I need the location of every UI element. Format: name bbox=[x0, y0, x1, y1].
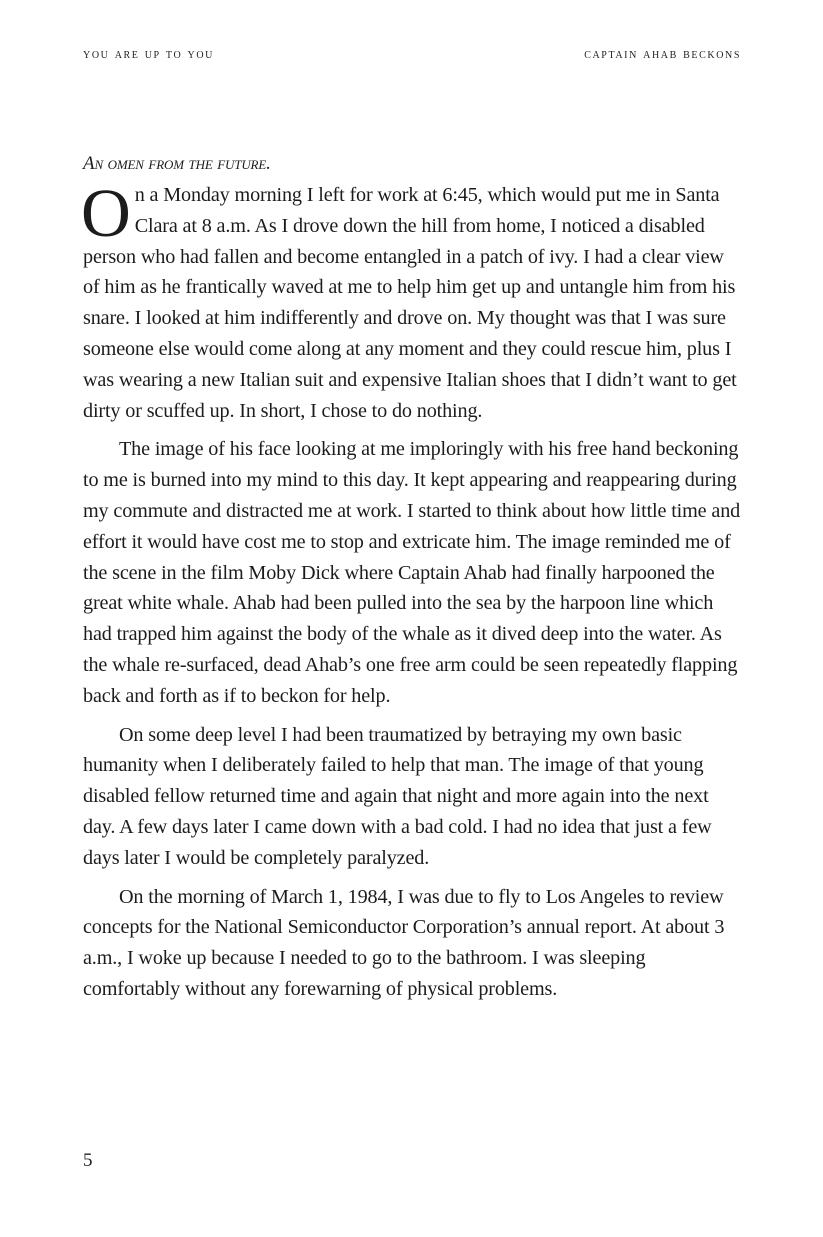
paragraph-4: On the morning of March 1, 1984, I was due to fly to Los Angeles to review concepts for the National Semiconductor Corporation’s annual report. At about 3 a.m., I woke up because I needed to go to the bathroom. I was sleeping comfortably without any forewarning of physical problems. bbox=[83, 885, 725, 1000]
paragraph-3: On some deep level I had been traumatized by betraying my own basic humanity when I deliberately failed to help that man. The image of that young disabled fellow returned time and again that night and more again into the next day. A few days later I came down with a bad cold. I had no idea that just a few days later I would be completely paralyzed. bbox=[83, 723, 712, 869]
section-lead: An omen from the future. bbox=[83, 153, 271, 174]
body-text bbox=[83, 150, 743, 1013]
drop-cap: O bbox=[81, 175, 131, 251]
page-number: 5 bbox=[83, 1150, 93, 1171]
running-head-chapter-title: captain ahab beckons bbox=[584, 46, 741, 62]
paragraph-1 bbox=[81, 175, 743, 426]
paragraph-1-text: n a Monday morning I left for work at 6:45, which would put me in Santa Clara at 8 a.m. As I drove down the hill from home, I noticed a disabled person who had fallen and become entangled in a patch of ivy. I had a clear view of him as he frantically waved at me to help him get up and untangle him from his snare. I looked at him indifferently and drove on. My thought was that I was sure someone else would come along at any moment and they could rescue him, plus I was wearing a new Italian suit and expensive Italian shoes that I didn’t want to get dirty or scuffed up. In short, I chose to do nothing. bbox=[83, 184, 737, 422]
running-head-book-title: you are up to you bbox=[83, 46, 214, 62]
paragraph-2: The image of his face looking at me imploringly with his free hand beckoning to me is burned into my mind to this day. It kept appearing and reappearing during my commute and distracted me at work. I started to think about how little time and effort it would have cost me to stop and extricate him. The image reminded me of the scene in the film Moby Dick where Captain Ahab had finally harpooned the great white whale. Ahab had been pulled into the sea by the harpoon line which had trapped him against the body of the whale as it dived deep into the water. As the whale re-surfaced, dead Ahab’s one free arm could be seen repeatedly flapping back and forth as if to beckon for help. bbox=[83, 438, 741, 707]
